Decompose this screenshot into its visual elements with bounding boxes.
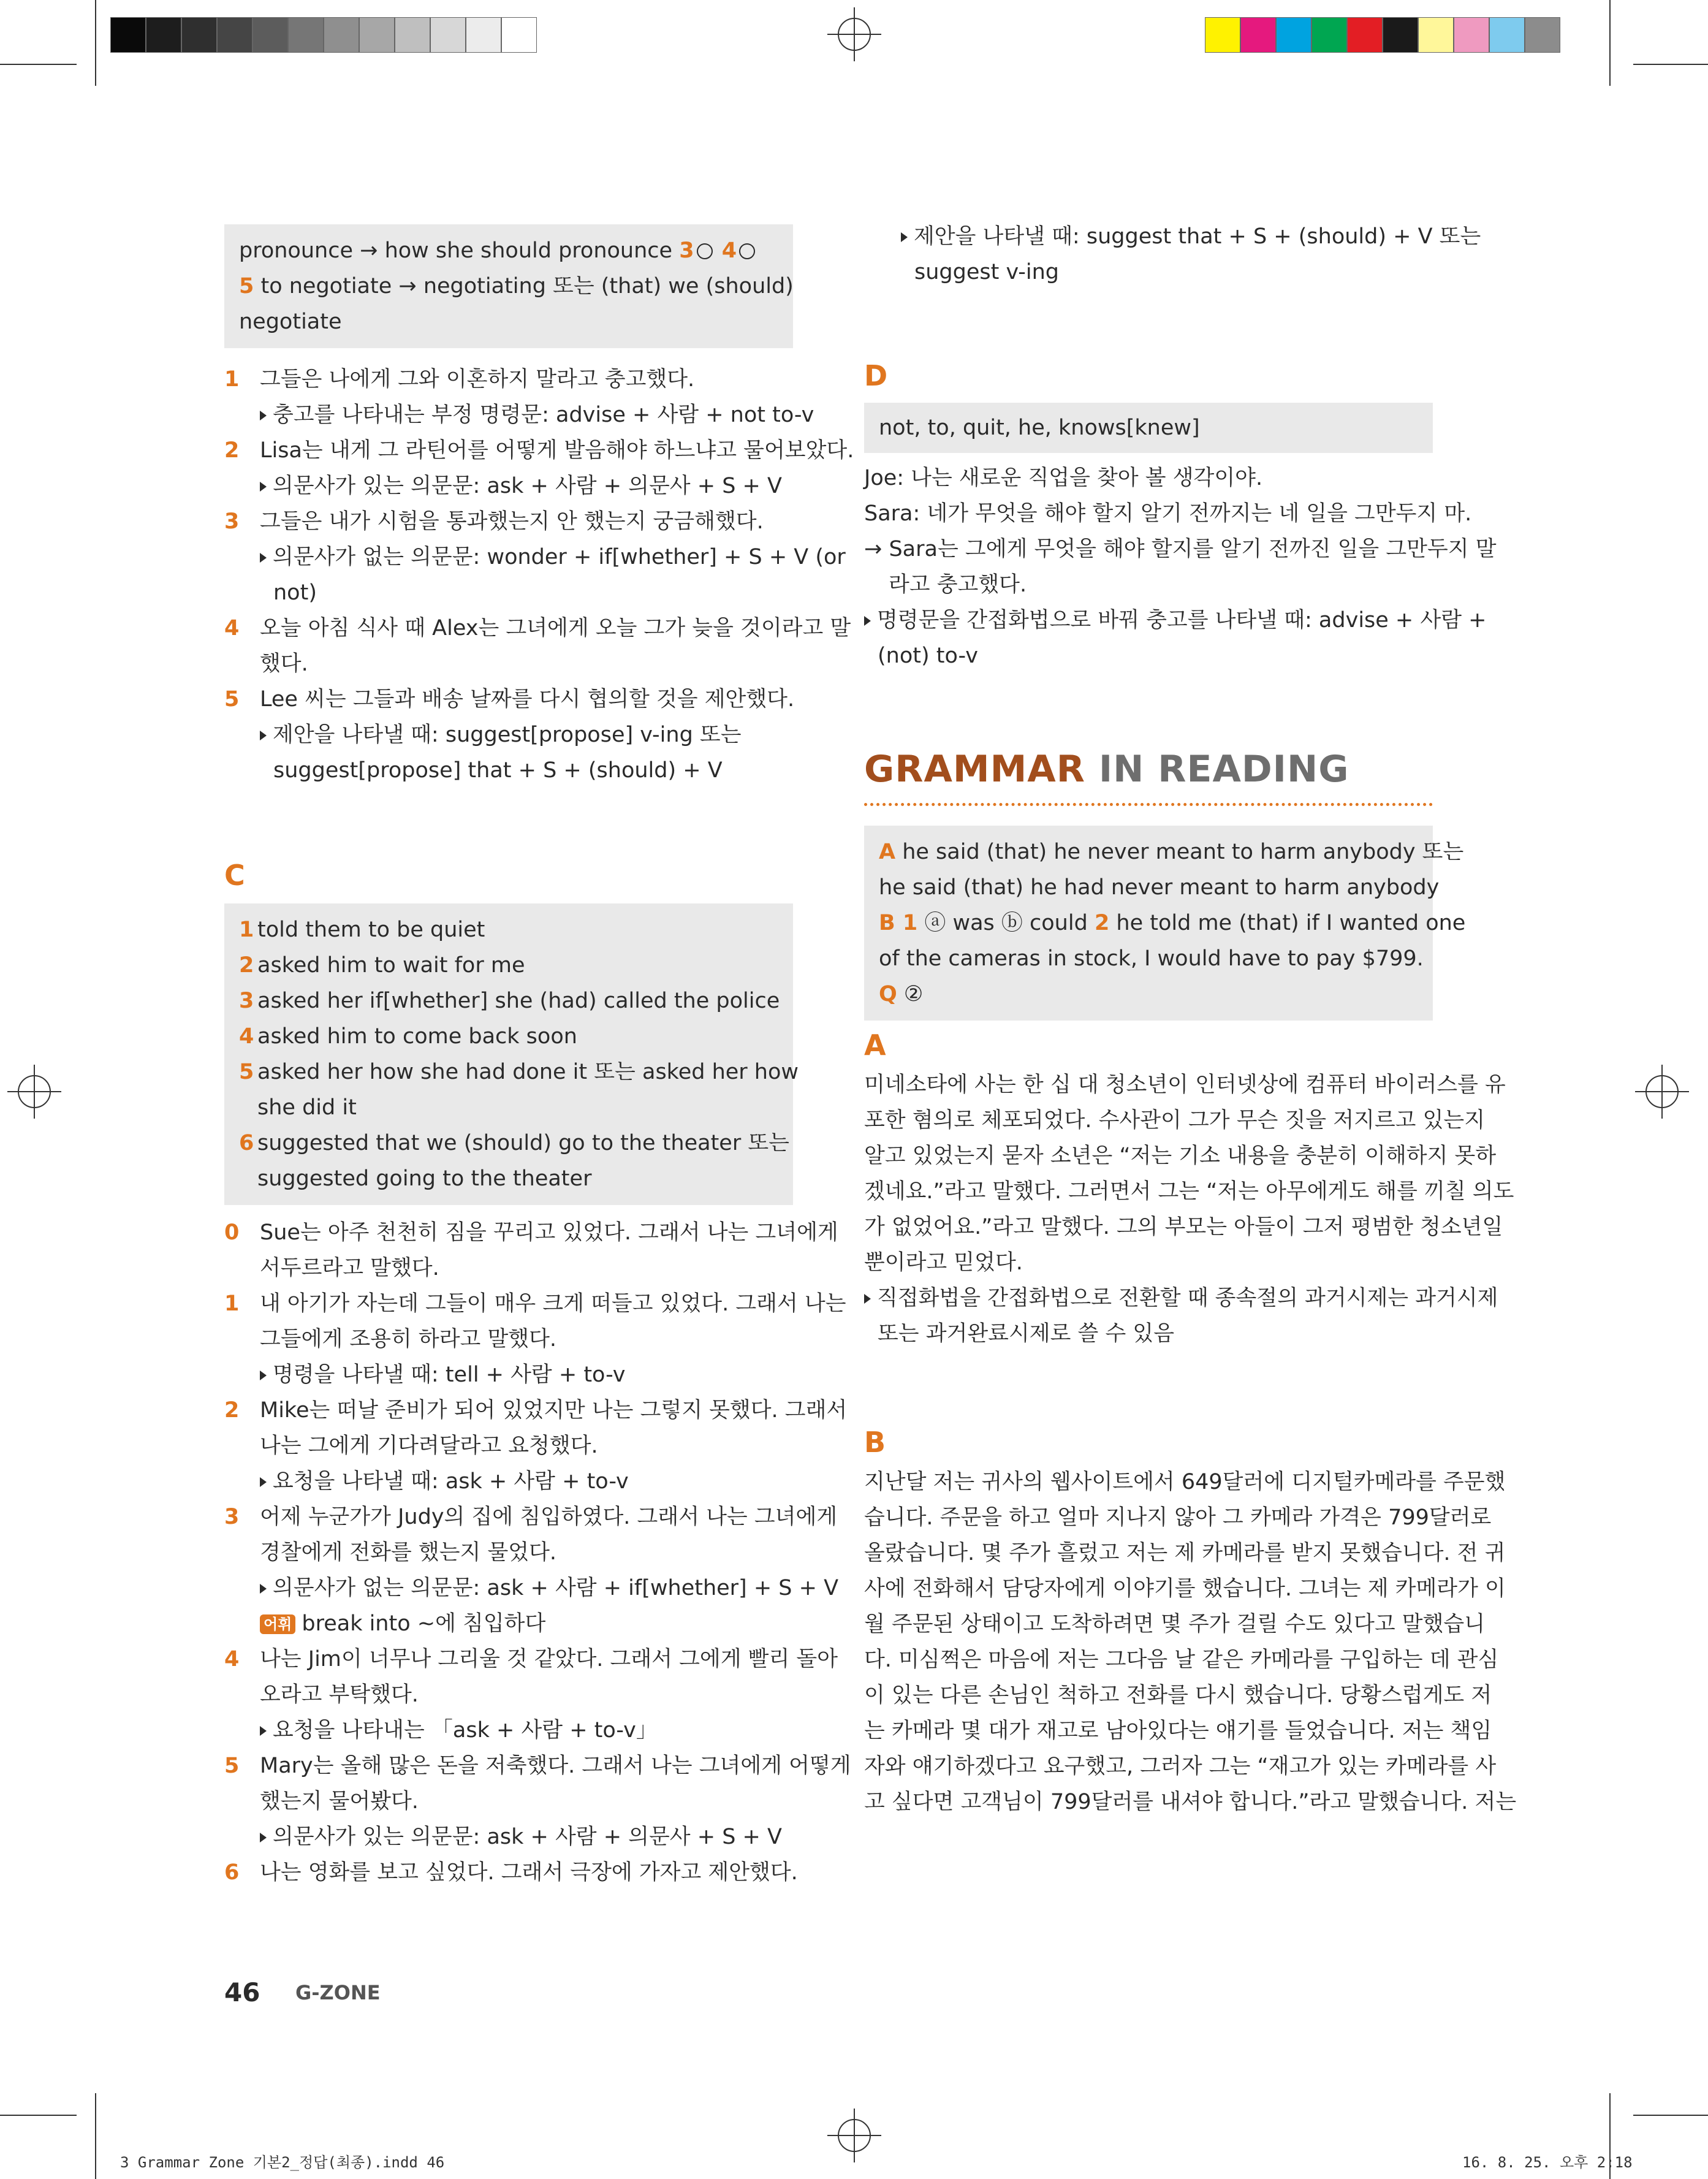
list-item: 4 나는 Jim이 너무나 그리울 것 같았다. 그래서 그에게 빨리 돌아 <box>224 1647 838 1671</box>
registration-mark <box>827 7 881 61</box>
crop-mark <box>0 64 77 65</box>
grammar-note: 제안을 나타낼 때: suggest[propose] v-ing 또는 <box>224 717 793 753</box>
color-swatch <box>1489 17 1525 53</box>
grammar-note: 요청을 나타낼 때: ask + 사람 + to-v <box>224 1464 793 1499</box>
gray-swatch <box>110 17 146 53</box>
triangle-bullet-icon <box>260 553 267 563</box>
answer-line: 5 asked her how she had done it 또는 asked her how <box>239 1060 799 1084</box>
gray-swatch <box>324 17 359 53</box>
answer-box-c: 1 told them to be quiet 2 asked him to wait for me 3 asked her if[whether] she (had) called the police 4 asked him to come back soon 5 asked her how she had done it 또는 asked her how she did it 6 suggested that we (should) go to the theater 또는 suggested going to the theater <box>224 903 793 1205</box>
print-timestamp: 16. 8. 25. 오후 2:18 <box>1462 2154 1633 2171</box>
gray-swatch <box>288 17 324 53</box>
triangle-bullet-icon <box>260 411 267 420</box>
list-item: 6 나는 영화를 보고 싶었다. 그래서 극장에 가자고 제안했다. <box>224 1860 798 1885</box>
gray-swatch <box>466 17 501 53</box>
vocab-note: 어휘 break into ~에 침입하다 <box>224 1606 793 1641</box>
registration-mark <box>1635 1065 1689 1119</box>
grammar-note: 의문사가 있는 의문문: ask + 사람 + 의문사 + S + V <box>224 468 793 504</box>
answer-line: 3 asked her if[whether] she (had) called the police <box>239 989 780 1013</box>
answer-line: 1 told them to be quiet <box>239 918 485 942</box>
gray-swatch <box>181 17 217 53</box>
triangle-bullet-icon <box>260 1833 267 1842</box>
crop-mark <box>95 2093 96 2179</box>
triangle-bullet-icon <box>260 1477 267 1487</box>
answer-box-reading: A he said (that) he never meant to harm anybody 또는 he said (that) he had never meant to harm anybody B 1 ⓐ was ⓑ could 2 he told me (that) if I wanted one of the cameras in stock, I would have to pay $799. Q ② <box>864 826 1433 1021</box>
gray-swatch <box>395 17 430 53</box>
crop-mark <box>1609 0 1611 86</box>
section-heading-b: B <box>864 1426 886 1459</box>
section-heading-c: C <box>224 859 245 892</box>
triangle-bullet-icon <box>260 1726 267 1736</box>
answer-box-b: pronounce → how she should pronounce 3 4 5 to negotiate → negotiating 또는 (that) we (should) negotiate <box>224 224 793 348</box>
crop-mark <box>95 0 96 86</box>
list-item: 2 Lisa는 내게 그 라틴어를 어떻게 발음해야 하느냐고 물어보았다. <box>224 438 854 463</box>
triangle-bullet-icon <box>864 616 871 626</box>
vocab-badge: 어휘 <box>260 1614 295 1634</box>
grammar-note: 요청을 나타내는 「ask + 사람 + to-v」 <box>224 1713 793 1748</box>
grammar-note: 제안을 나타낼 때: suggest that + S + (should) + V 또는 <box>864 219 1433 254</box>
list-item: 1 내 아기가 자는데 그들이 매우 크게 떠들고 있었다. 그래서 나는 <box>224 1291 846 1316</box>
gray-swatch <box>501 17 537 53</box>
crop-mark <box>0 2115 77 2116</box>
color-swatch <box>1276 17 1311 53</box>
circle-mark-icon <box>697 243 713 259</box>
grammar-in-reading-title: GRAMMAR IN READING <box>864 748 1349 791</box>
section-heading-a: A <box>864 1029 886 1062</box>
list-item: 1 그들은 나에게 그와 이혼하지 말라고 충고했다. <box>224 367 695 392</box>
right-column: 제안을 나타낼 때: suggest that + S + (should) + V 또는 suggest v-ing D not, to, quit, he, knows[knew] Joe: 나는 새로운 직업을 찾아 볼 생각이야. Sara: 네가 무엇을 해야 할지 알기 전까지는 네 일을 그만두지 마. → Sara는 그에게 무엇을 해야 할지를 알기 전까진 일을 그만두지 말 라고 충고했다. 명령문을 간접화법으로 바꿔 충고를 나타낼 때: advise + 사람 + (not) to-v GRAMMAR IN READING A he said (that) he never meant to harm anybody 또는 he said (that) he had never meant to harm anybody B 1 ⓐ was ⓑ could 2 he told me (that) if I wanted one of the cameras in stock, I would have to pay $799. Q ② A 미네소타에 사는 한 십 대 청소년이 인터넷상에 컴퓨터 바이러스를 유 포한 혐의로 체포되었다. 수사관이 그가 무슨 짓을 저지르고 있는지 알고 있었는지 묻자 소년은 “저는 기소 내용을 충분히 이해하지 못하 겠네요.”라고 말했다. 그러면서 그는 “저는 아무에게도 해를 끼칠 의도 가 없었어요.”라고 말했다. 그의 부모는 아들이 그저 평범한 청소년일 뿐이라고 믿었다. 직접화법을 간접화법으로 전환할 때 종속절의 과거시제는 과거시제 또는 과거완료시제로 쓸 수 있음 B 지난달 저는 귀사의 웹사이트에서 649달러에 디지털카메라를 주문했 습니다. 주문을 하고 얼마 지나지 않아 그 카메라 가격은 799달러로 올랐습니다. 몇 주가 흘렀고 저는 제 카메라를 받지 못했습니다. 전 귀 사에 전화해서 담당자에게 이야기를 했습니다. 그녀는 제 카메라가 이 월 주문된 상태이고 도착하려면 몇 주가 걸릴 수도 있다고 말했습니 다. 미심쩍은 마음에 저는 그다음 날 같은 카메라를 구입하는 데 관심 이 있는 다른 손님인 척하고 전화를 다시 했습니다. 당황스럽게도 저 는 카메라 몇 대가 재고로 남아있다는 얘기를 들었습니다. 저는 책임 자와 얘기하겠다고 요구했고, 그러자 그는 “재고가 있는 카메라를 사 고 싶다면 고객님이 799달러를 내셔야 합니다.”라고 말했습니다. 저는 <box>864 219 1433 1820</box>
registration-mark <box>827 2109 881 2162</box>
triangle-bullet-icon <box>864 1294 871 1304</box>
triangle-bullet-icon <box>260 482 267 492</box>
file-slug: 3 Grammar Zone 기본2_정답(최종).indd 46 <box>120 2154 445 2171</box>
color-swatch <box>1383 17 1418 53</box>
triangle-bullet-icon <box>260 731 267 740</box>
list-item: 5 Lee 씨는 그들과 배송 날짜를 다시 협의할 것을 제안했다. <box>224 687 795 712</box>
section-heading-d: D <box>864 359 888 392</box>
color-swatch <box>1454 17 1489 53</box>
circle-mark-icon <box>739 243 755 259</box>
gray-swatch <box>217 17 252 53</box>
triangle-bullet-icon <box>901 232 908 242</box>
color-swatch <box>1240 17 1276 53</box>
c-items: 0 Sue는 아주 천천히 짐을 꾸리고 있었다. 그래서 나는 그녀에게 서두르라고 말했다. 1 내 아기가 자는데 그들이 매우 크게 떠들고 있었다. 그래서 나는 그들에게 조용히 하라고 말했다. 명령을 나타낼 때: tell + 사람 + to-v 2 Mike는 떠날 준비가 되어 있었지만 나는 그렇지 못했다. 그래서 나는 그에게 기다려달라고 요청했다. 요청을 나타낼 때: ask + 사람 + to-v 3 어제 누군가가 Judy의 집에 침입하였다. 그래서 나는 그녀에게 경찰에게 전화를 했는지 물었다. 의문사가 없는 의문문: ask + 사람 + if[whether] + S + V 어휘 break into ~에 침입하다 4 나는 Jim이 너무나 그리울 것 같았다. 그래서 그에게 빨리 돌아 오라고 부탁했다. 요청을 나타내는 「ask + 사람 + to-v」 5 Mary는 올해 많은 돈을 저축했다. 그래서 나는 그녀에게 어떻게 했는지 물어봤다. 의문사가 있는 의문문: ask + 사람 + 의문사 + S + V 6 나는 영화를 보고 싶었다. 그래서 극장에 가자고 제안했다. <box>224 1215 793 1890</box>
list-item: 3 어제 누군가가 Judy의 집에 침입하였다. 그래서 나는 그녀에게 <box>224 1505 838 1529</box>
list-item: 0 Sue는 아주 천천히 짐을 꾸리고 있었다. 그래서 나는 그녀에게 <box>224 1220 838 1245</box>
answer-line: 2 asked him to wait for me <box>239 953 525 978</box>
gray-swatch <box>146 17 181 53</box>
answer-line: 6 suggested that we (should) go to the theater 또는 <box>239 1131 789 1155</box>
grammar-note: 의문사가 없는 의문문: wonder + if[whether] + S + V (or <box>224 539 793 575</box>
registration-mark <box>7 1065 61 1119</box>
grammar-note: 의문사가 있는 의문문: ask + 사람 + 의문사 + S + V <box>224 1819 793 1855</box>
grammar-note: 충고를 나타내는 부정 명령문: advise + 사람 + not to-v <box>224 397 793 433</box>
translation-b: 지난달 저는 귀사의 웹사이트에서 649달러에 디지털카메라를 주문했 습니다. 주문을 하고 얼마 지나지 않아 그 카메라 가격은 799달러로 올랐습니다. 몇 주가 흘렀고 저는 제 카메라를 받지 못했습니다. 전 귀 사에 전화해서 담당자에게 이야기를 했습니다. 그녀는 제 카메라가 이 월 주문된 상태이고 도착하려면 몇 주가 걸릴 수도 있다고 말했습니 다. 미심쩍은 마음에 저는 그다음 날 같은 카메라를 구입하는 데 관심 이 있는 다른 손님인 척하고 전화를 다시 했습니다. 당황스럽게도 저 는 카메라 몇 대가 재고로 남아있다는 얘기를 들었습니다. 저는 책임 자와 얘기하겠다고 요구했고, 그러자 그는 “재고가 있는 카메라를 사 고 싶다면 고객님이 799달러를 내셔야 합니다.”라고 말했습니다. 저는 <box>864 1470 1517 1814</box>
color-swatch <box>1205 17 1240 53</box>
triangle-bullet-icon <box>260 1371 267 1380</box>
dotted-divider <box>864 803 1433 806</box>
color-swatch <box>1418 17 1454 53</box>
answer-box-d: not, to, quit, he, knows[knew] <box>864 403 1433 453</box>
gray-swatch <box>359 17 395 53</box>
crop-mark <box>1633 2115 1708 2116</box>
color-swatch <box>1347 17 1383 53</box>
grammar-note: 명령을 나타낼 때: tell + 사람 + to-v <box>224 1357 793 1393</box>
list-item: 3 그들은 내가 시험을 통과했는지 안 했는지 궁금해했다. <box>224 509 764 534</box>
color-swatch <box>1311 17 1347 53</box>
grammar-note: 의문사가 없는 의문문: ask + 사람 + if[whether] + S + V <box>224 1570 793 1606</box>
list-item: 2 Mike는 떠날 준비가 되어 있었지만 나는 그렇지 못했다. 그래서 <box>224 1398 848 1423</box>
answer-line: 4 asked him to come back soon <box>239 1024 577 1049</box>
page-number: 46 <box>224 1977 260 2007</box>
grammar-note: 명령문을 간접화법으로 바꿔 충고를 나타낼 때: advise + 사람 + <box>864 603 1433 638</box>
list-item: 4 오늘 아침 식사 때 Alex는 그녀에게 오늘 그가 늦을 것이라고 말 <box>224 616 851 641</box>
translation-a: 미네소타에 사는 한 십 대 청소년이 인터넷상에 컴퓨터 바이러스를 유 포한 혐의로 체포되었다. 수사관이 그가 무슨 짓을 저지르고 있는지 알고 있었는지 묻자 소년은 “저는 기소 내용을 충분히 이해하지 못하 겠네요.”라고 말했다. 그러면서 그는 “저는 아무에게도 해를 끼칠 의도 가 없었어요.”라고 말했다. 그의 부모는 아들이 그저 평범한 청소년일 뿐이라고 믿었다. 직접화법을 간접화법으로 전환할 때 종속절의 과거시제는 과거시제 또는 과거완료시제로 쓸 수 있음 <box>864 1073 1514 1346</box>
gray-swatch <box>430 17 466 53</box>
list-item: 5 Mary는 올해 많은 돈을 저축했다. 그래서 나는 그녀에게 어떻게 <box>224 1754 851 1778</box>
b-items: 1 그들은 나에게 그와 이혼하지 말라고 충고했다. 충고를 나타내는 부정 명령문: advise + 사람 + not to-v 2 Lisa는 내게 그 라틴어를 어떻게 발음해야 하느냐고 물어보았다. 의문사가 있는 의문문: ask + 사람 + 의문사 + S + V 3 그들은 내가 시험을 통과했는지 안 했는지 궁금해했다. 의문사가 없는 의문문: wonder + if[whether] + S + V (or not) 4 오늘 아침 식사 때 Alex는 그녀에게 오늘 그가 늦을 것이라고 말 했다. 5 Lee 씨는 그들과 배송 날짜를 다시 협의할 것을 제안했다. 제안을 나타낼 때: suggest[propose] v-ing 또는 suggest[propose] that + S + (should) + V <box>224 362 793 788</box>
gray-swatch <box>252 17 288 53</box>
d-dialogue: Joe: 나는 새로운 직업을 찾아 볼 생각이야. Sara: 네가 무엇을 해야 할지 알기 전까지는 네 일을 그만두지 마. → Sara는 그에게 무엇을 해야 할지를 알기 전까진 일을 그만두지 말 라고 충고했다. 명령문을 간접화법으로 바꿔 충고를 나타낼 때: advise + 사람 + (not) to-v <box>864 466 1497 668</box>
left-column <box>224 224 854 1890</box>
crop-mark <box>1633 64 1708 65</box>
color-swatch <box>1525 17 1560 53</box>
grammar-note: 직접화법을 간접화법으로 전환할 때 종속절의 과거시제는 과거시제 <box>864 1280 1433 1316</box>
book-brand: G-ZONE <box>295 1981 381 2004</box>
triangle-bullet-icon <box>260 1584 267 1594</box>
